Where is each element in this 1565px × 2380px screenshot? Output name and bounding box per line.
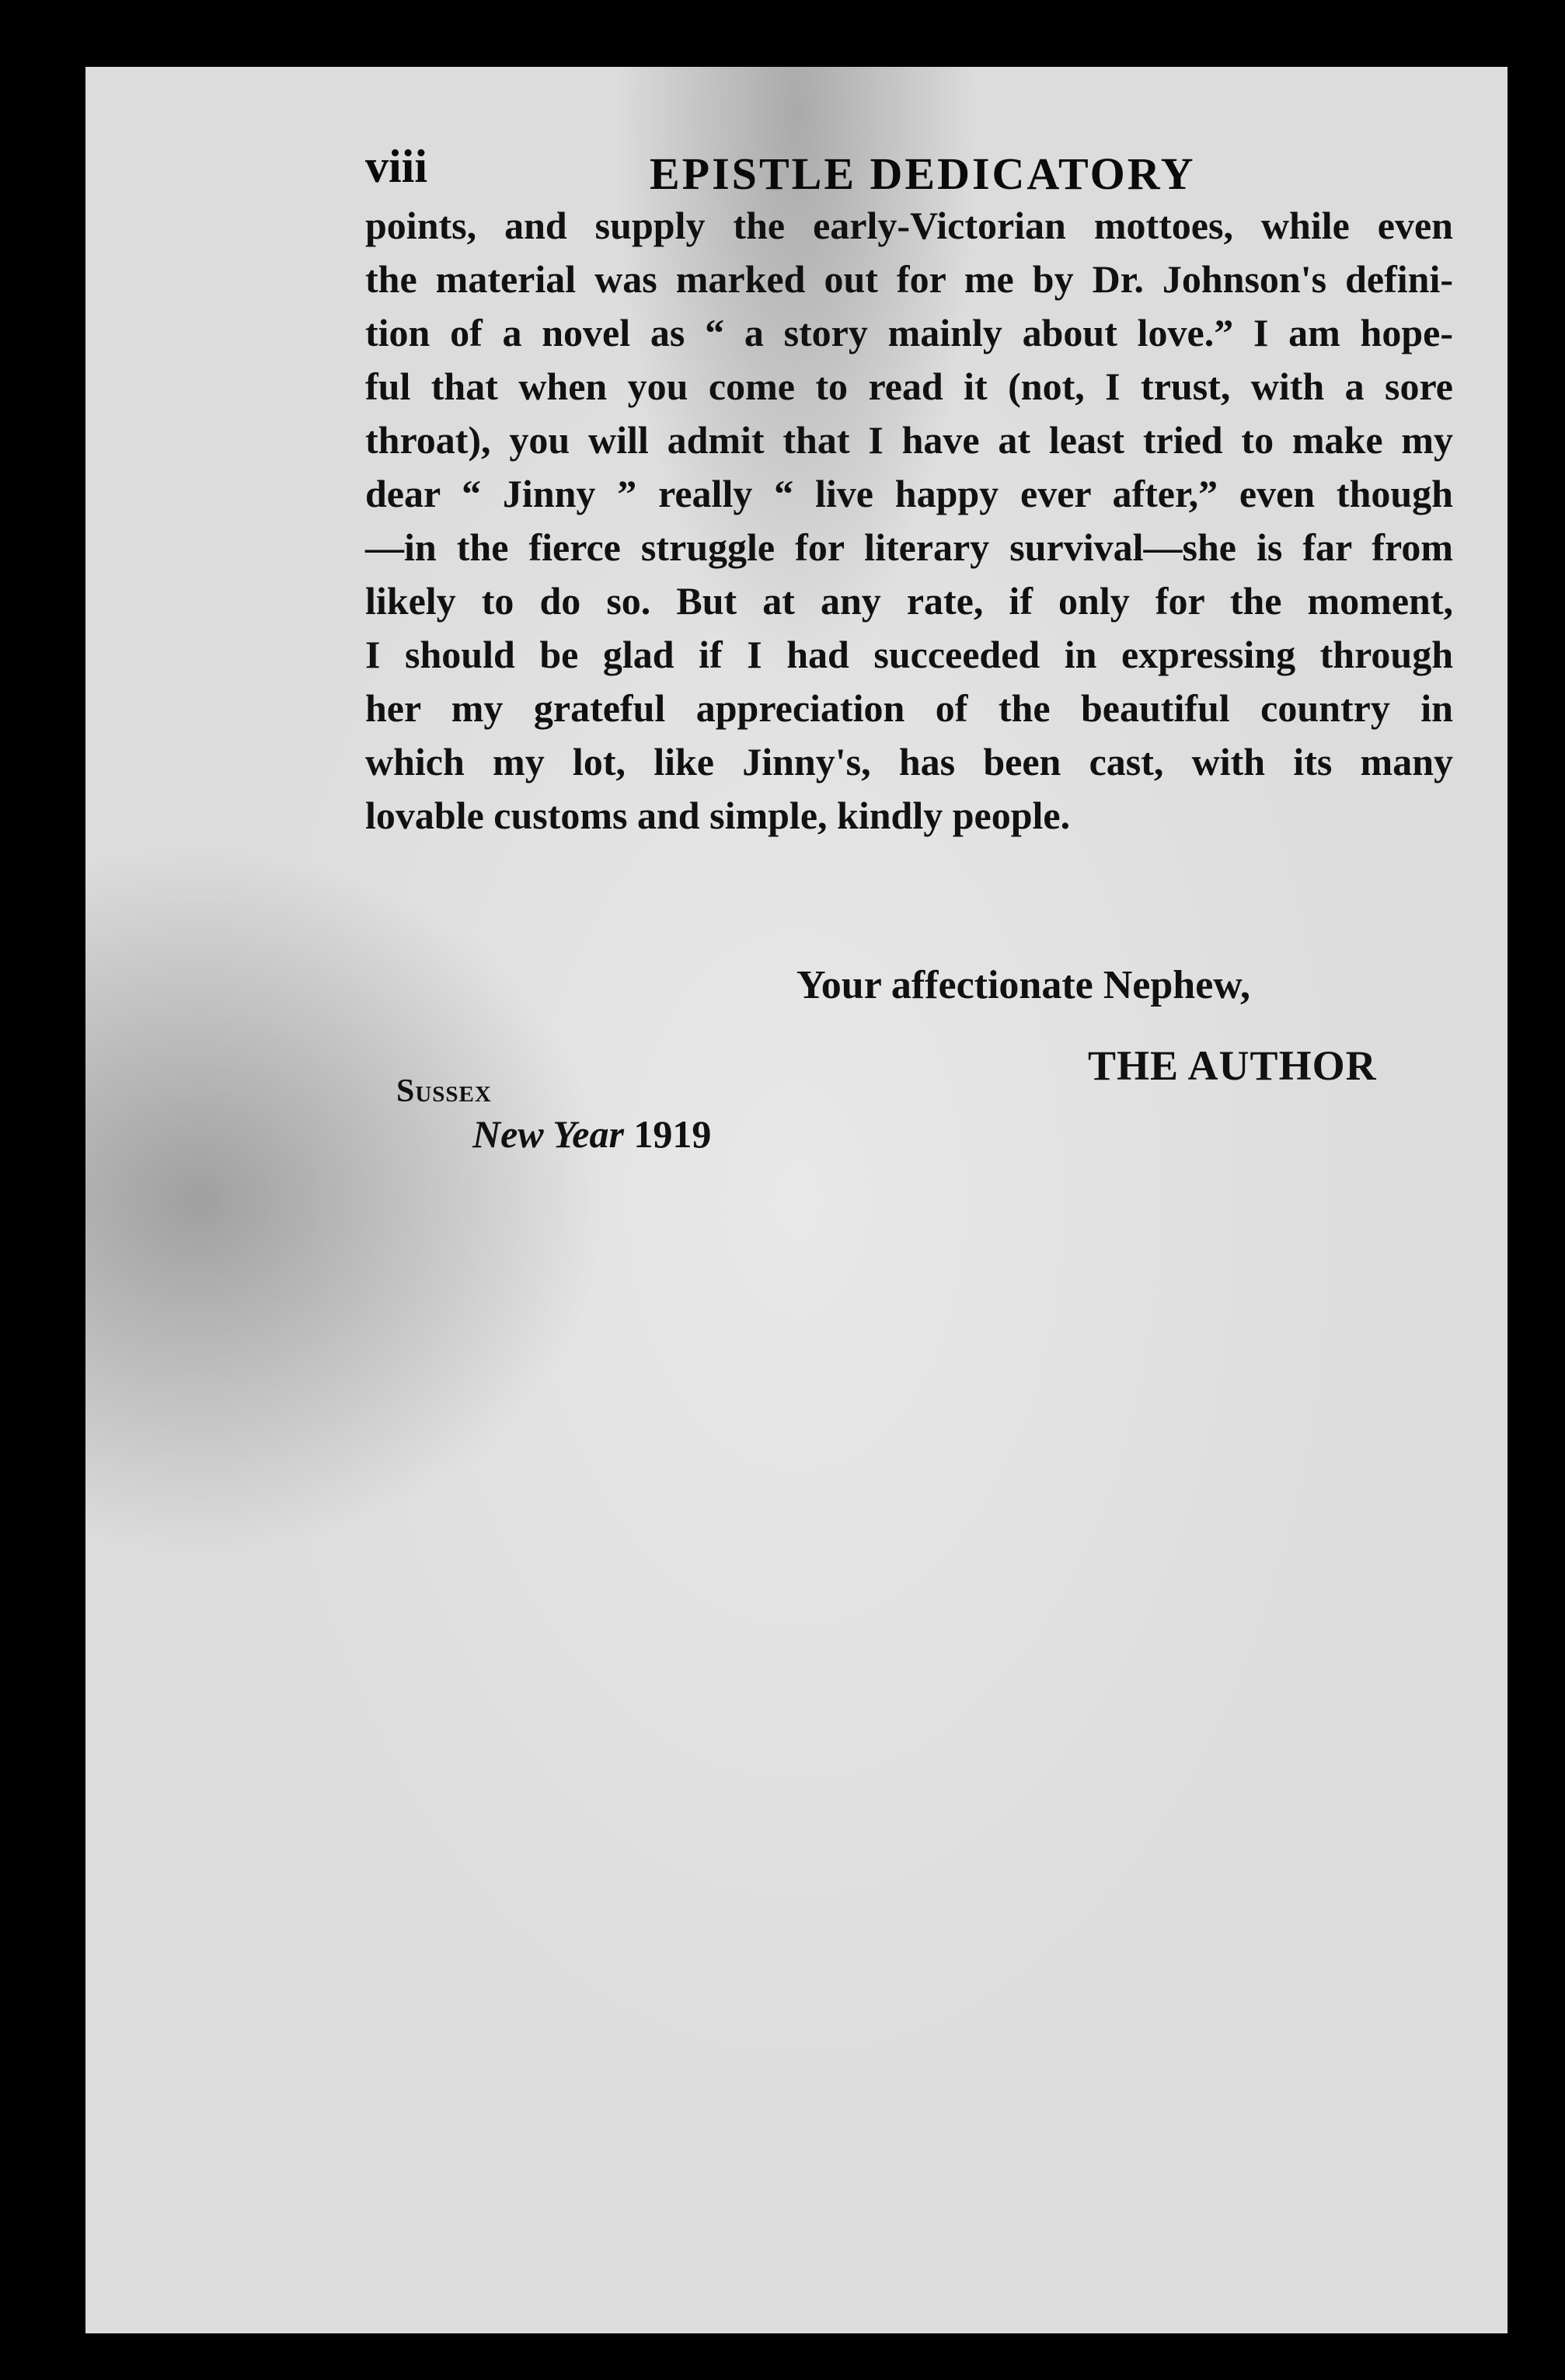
text-line: which my lot, like Jinny's, has been cast, with its many: [365, 740, 1453, 783]
text-line: throat), you will admit that I have at least tried to make my: [365, 418, 1453, 462]
text-line: the material was marked out for me by Dr. Johnson's defini-: [365, 257, 1453, 301]
dateline-place: Sussex: [396, 1073, 492, 1109]
text-line: I should be glad if I had succeeded in expressing through: [365, 633, 1453, 676]
text-line: points, and supply the early-Victorian mottoes, while even: [365, 204, 1453, 247]
dateline-year: 1919: [633, 1112, 712, 1156]
text-line: her my grateful appreciation of the beautiful country in: [365, 686, 1453, 730]
body-paragraph: [365, 199, 1453, 843]
dateline-date: [472, 1111, 711, 1157]
text-line: lovable customs and simple, kindly people.: [365, 794, 1071, 837]
dateline-occasion: New Year: [472, 1112, 624, 1156]
text-line: likely to do so. But at any rate, if only for the moment,: [365, 579, 1453, 623]
text-line: ful that when you come to read it (not, I trust, with a sore: [365, 365, 1453, 408]
running-head-title: EPISTLE DEDICATORY: [650, 148, 1196, 199]
text-line: dear “ Jinny ” really “ live happy ever after,” even though: [365, 472, 1453, 515]
valediction: Your affectionate Nephew,: [796, 963, 1250, 1007]
signature: THE AUTHOR: [1088, 1042, 1377, 1089]
text-line: —in the fierce struggle for literary survival—she is far from: [365, 525, 1453, 569]
page-number: viii: [365, 141, 428, 192]
text-line: tion of a novel as “ a story mainly about love.” I am hope-: [365, 311, 1453, 354]
